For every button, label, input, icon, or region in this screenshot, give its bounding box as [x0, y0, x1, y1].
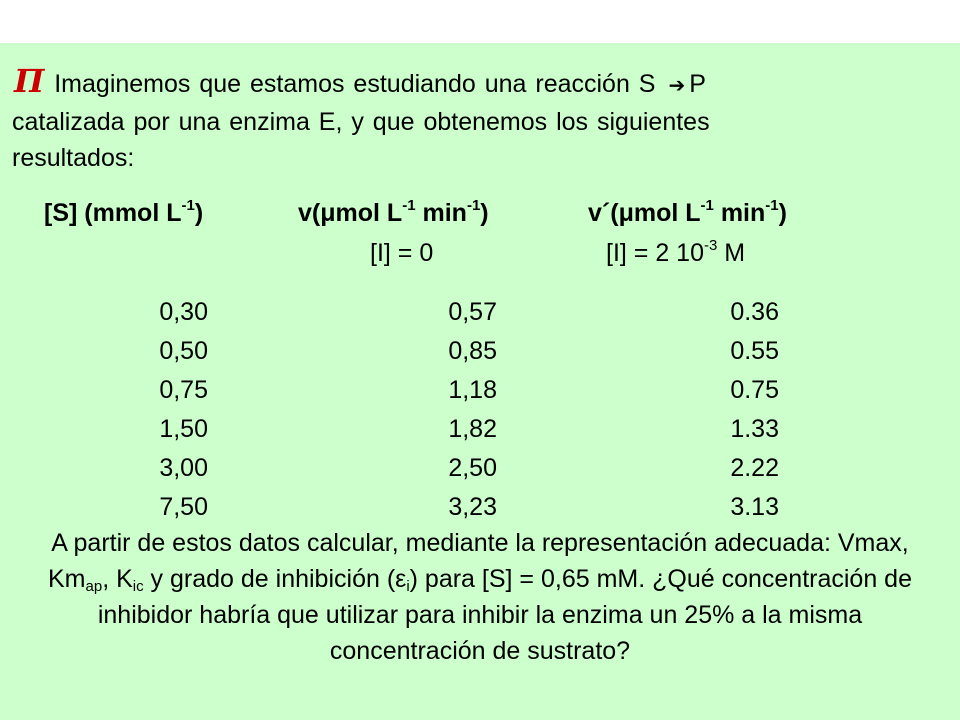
table-cell: 0.36: [730, 298, 779, 326]
table-cell: 0,50: [159, 337, 208, 365]
mu-symbol: μ: [618, 199, 634, 227]
table-cell: 0,75: [159, 376, 208, 404]
table-cell: 2.22: [730, 454, 779, 482]
pi-icon: Π: [14, 62, 45, 100]
table-cell: 0,57: [448, 298, 497, 326]
intro-line2: catalizada por una enzima E, y que obtenemos los siguientes: [12, 108, 710, 136]
epsilon-symbol: ε: [395, 565, 407, 593]
slide-background: [0, 43, 960, 720]
intro-line3: resultados:: [12, 144, 135, 172]
intro-line1: Imaginemos que estamos estudiando una reacción S: [54, 70, 656, 98]
table-cell: 1,18: [448, 376, 497, 404]
header-velocity: v(μmol $L^{-1}$ $\min^{-1}$): [298, 197, 489, 227]
table-cell: 1,82: [448, 415, 497, 443]
table-cell: 3,23: [448, 493, 497, 521]
intro-paragraph: [12, 63, 942, 176]
table-cell: 1.33: [730, 415, 779, 443]
table-cell: 0.75: [730, 376, 779, 404]
mu-symbol: μ: [320, 199, 336, 227]
arrow-right-icon: ➔: [668, 75, 686, 97]
table-cell: 0,30: [159, 298, 208, 326]
header-substrate: [S] (mmol $L^{-1}$): [44, 197, 204, 227]
condition-inhibitor: [I] = 2 $10^{-3}$ M: [606, 237, 746, 267]
table-cell: 0,85: [448, 337, 497, 365]
header-velocity-inhibited: v´(μmol $L^{-1}$ $\min^{-1}$): [588, 197, 787, 227]
table-cell: 1,50: [159, 415, 208, 443]
velocity-column: [380, 293, 497, 527]
velocity-inhibited-column: [660, 293, 779, 527]
table-cell: 2,50: [448, 454, 497, 482]
table-cell: 7,50: [159, 493, 208, 521]
intro-line1-end: P: [689, 70, 706, 98]
table-cell: 3.13: [730, 493, 779, 521]
question-paragraph: A partir de estos datos calcular, mediante la representación adecuada: Vmax, $Km_{ap}$, $K_{ic}$ y grado de inhibición $(\varepsilon_i)$ para [S] = 0,65 mM. ¿Qué concentración de inhibidor habría que utilizar para inhibir la enzima un 25% a la misma concentración de sustrato?: [48, 529, 912, 665]
condition-no-inhibitor: [I] = 0: [370, 239, 434, 267]
table-cell: 0.55: [730, 337, 779, 365]
substrate-column: [100, 293, 208, 527]
table-cell: 3,00: [159, 454, 208, 482]
